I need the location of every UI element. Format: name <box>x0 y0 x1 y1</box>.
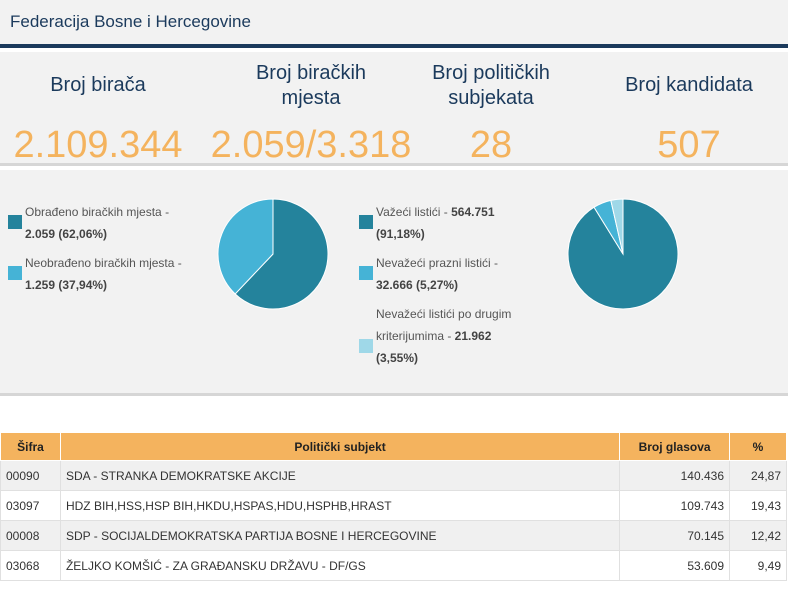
cell-votes: 53.609 <box>620 551 730 581</box>
table-row[interactable] <box>1 461 787 491</box>
stat-label: subjekata <box>448 87 534 109</box>
pie-chart-polling-stations <box>217 198 329 310</box>
cell-code: 03068 <box>1 551 61 581</box>
legend-value: 2.059 (62,06%) <box>25 227 108 241</box>
stats-panel <box>0 52 788 166</box>
cell-percent: 24,87 <box>730 461 787 491</box>
legend-value-bold: 21.962 <box>454 329 492 343</box>
cell-code: 03097 <box>1 491 61 521</box>
stat-label: Broj birača <box>50 74 146 96</box>
legend-label: Neobrađeno biračkih mjesta - <box>25 256 182 270</box>
column-header-subject[interactable]: Politički subjekt <box>60 433 619 461</box>
stat-polling-stations <box>196 52 426 166</box>
stat-label: Broj kandidata <box>625 74 753 96</box>
legend-value: 1.259 (37,94%) <box>25 278 108 292</box>
legend-swatch <box>359 215 373 229</box>
legend-swatch <box>359 266 373 280</box>
cell-votes: 109.743 <box>620 491 730 521</box>
page-title: Federacija Bosne i Hercegovine <box>10 12 251 31</box>
cell-subject: SDP - SOCIJALDEMOKRATSKA PARTIJA BOSNE I HERCEGOVINE <box>60 521 619 551</box>
cell-percent: 19,43 <box>730 491 787 521</box>
legend-swatch <box>8 215 22 229</box>
legend-value-bold: 564.751 <box>451 205 495 219</box>
cell-percent: 12,42 <box>730 521 787 551</box>
legend-value: (3,55%) <box>376 351 419 365</box>
table-row[interactable] <box>1 551 787 581</box>
legend-label: Nevažeći prazni listići - <box>376 256 499 270</box>
cell-code: 00008 <box>1 521 61 551</box>
results-table <box>0 432 787 581</box>
legend-swatch <box>8 266 22 280</box>
charts-panel <box>0 170 788 396</box>
column-header-votes[interactable]: Broj glasova <box>620 433 730 461</box>
legend-swatch <box>359 339 373 353</box>
table-header-row <box>1 433 787 461</box>
legend-label: kriterijumima - <box>376 329 455 343</box>
stat-label: Broj biračkih <box>255 62 367 84</box>
stat-political-subjects <box>412 52 570 166</box>
stat-value: 2.059/3.318 <box>210 124 412 166</box>
legend-label: Važeći listići - <box>376 205 452 219</box>
stat-label: Broj političkih <box>432 62 550 84</box>
cell-subject: ŽELJKO KOMŠIĆ - ZA GRAĐANSKU DRŽAVU - DF/GS <box>60 551 619 581</box>
stat-voters <box>0 52 196 166</box>
legend-blank-ballots <box>359 252 559 302</box>
cell-percent: 9,49 <box>730 551 787 581</box>
legend-label: Obrađeno biračkih mjesta - <box>25 205 170 219</box>
table-row[interactable] <box>1 521 787 551</box>
legend-label: Nevažeći listići po drugim <box>376 307 512 321</box>
stat-value: 2.109.344 <box>13 124 183 166</box>
legend-value: 32.666 (5,27%) <box>376 278 459 292</box>
cell-subject: HDZ BIH,HSS,HSP BIH,HKDU,HSPAS,HDU,HSPHB,HRAST <box>60 491 619 521</box>
stat-value: 28 <box>469 124 513 166</box>
legend-valid-ballots <box>359 201 559 251</box>
stat-candidates <box>590 52 788 166</box>
region-header <box>0 0 788 48</box>
stat-value: 507 <box>657 124 721 166</box>
legend-unprocessed <box>8 252 208 302</box>
cell-subject: SDA - STRANKA DEMOKRATSKE AKCIJE <box>60 461 619 491</box>
column-header-code[interactable]: Šifra <box>1 433 61 461</box>
pie-chart-ballots <box>567 198 679 310</box>
legend-value: (91,18%) <box>376 227 425 241</box>
legend-processed <box>8 201 208 251</box>
stat-label: mjesta <box>281 87 341 109</box>
cell-code: 00090 <box>1 461 61 491</box>
cell-votes: 140.436 <box>620 461 730 491</box>
legend-other-invalid-ballots <box>359 303 559 375</box>
column-header-percent[interactable]: % <box>730 433 787 461</box>
cell-votes: 70.145 <box>620 521 730 551</box>
table-row[interactable] <box>1 491 787 521</box>
